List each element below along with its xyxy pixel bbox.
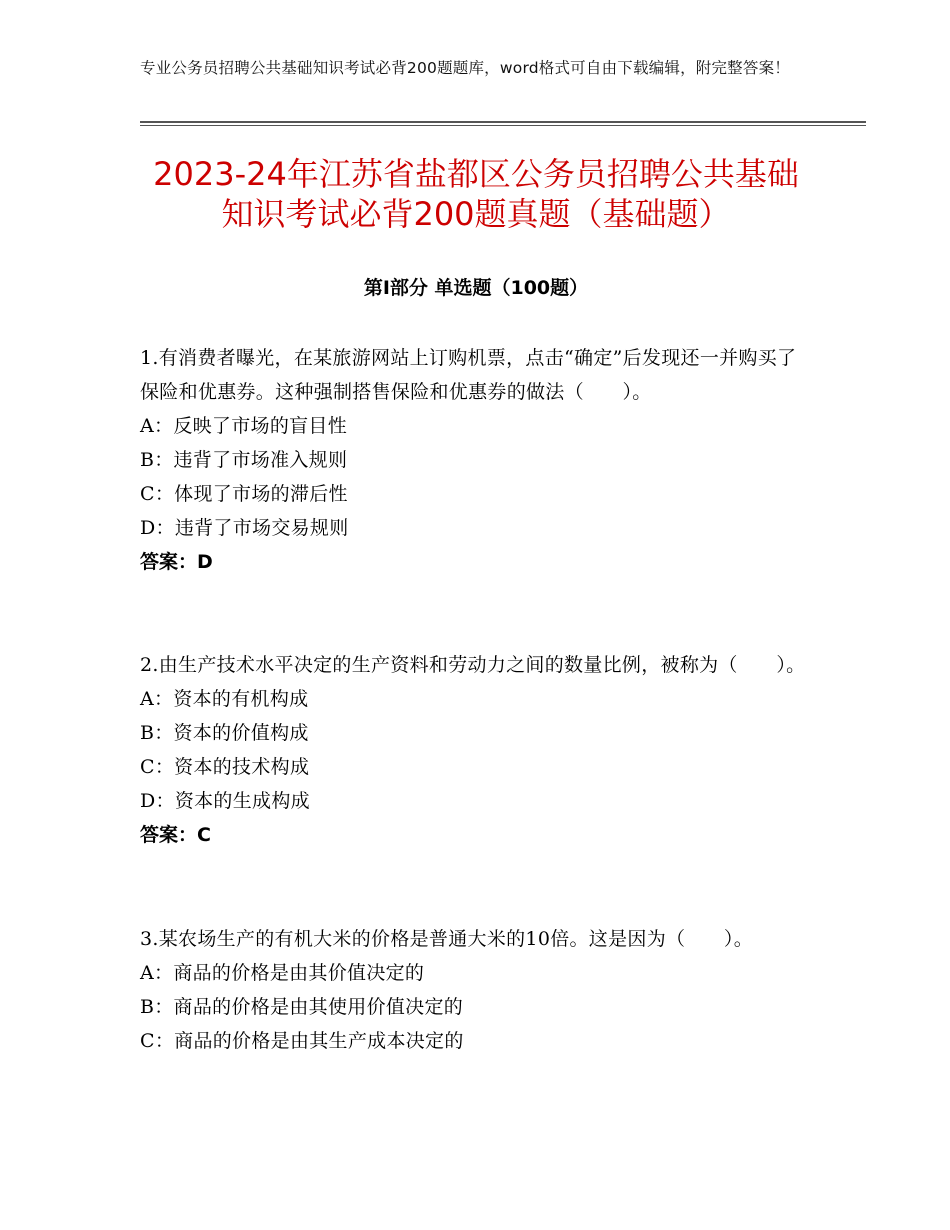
document-title: 2023-24年江苏省盐都区公务员招聘公共基础知识考试必背200题真题（基础题） <box>153 155 799 233</box>
header-rule-thin <box>140 125 866 126</box>
answer: 答案：D <box>140 551 213 573</box>
option-b: B：商品的价格是由其使用价值决定的 <box>140 996 464 1018</box>
option-c: C：体现了市场的滞后性 <box>140 483 348 505</box>
question-stem: 1.有消费者曝光，在某旅游网站上订购机票，点击“确定”后发现还一并购买了保险和优惠券。这种强制搭售保险和优惠券的做法（ ）。 <box>140 347 797 403</box>
header-rule-thick <box>140 121 866 123</box>
answer: 答案：C <box>140 824 211 846</box>
option-c: C：资本的技术构成 <box>140 756 310 778</box>
question-1 <box>140 341 810 579</box>
option-b: B：违背了市场准入规则 <box>140 449 348 471</box>
question-stem: 2.由生产技术水平决定的生产资料和劳动力之间的数量比例，被称为（ ）。 <box>140 654 806 676</box>
option-d: D：违背了市场交易规则 <box>140 517 349 539</box>
option-a: A：资本的有机构成 <box>140 688 309 710</box>
question-2 <box>140 648 810 852</box>
option-d: D：资本的生成构成 <box>140 790 310 812</box>
header-note: 专业公务员招聘公共基础知识考试必背200题题库，word格式可自由下载编辑，附完整答案！ <box>140 59 790 77</box>
option-a: A：商品的价格是由其价值决定的 <box>140 962 425 984</box>
option-b: B：资本的价值构成 <box>140 722 309 744</box>
question-3 <box>140 922 810 1058</box>
option-a: A：反映了市场的盲目性 <box>140 415 348 437</box>
section-heading: 第Ⅰ部分 单选题（100题） <box>363 277 589 299</box>
question-stem: 3.某农场生产的有机大米的价格是普通大米的10倍。这是因为（ ）。 <box>140 928 754 950</box>
option-c: C：商品的价格是由其生产成本决定的 <box>140 1030 464 1052</box>
